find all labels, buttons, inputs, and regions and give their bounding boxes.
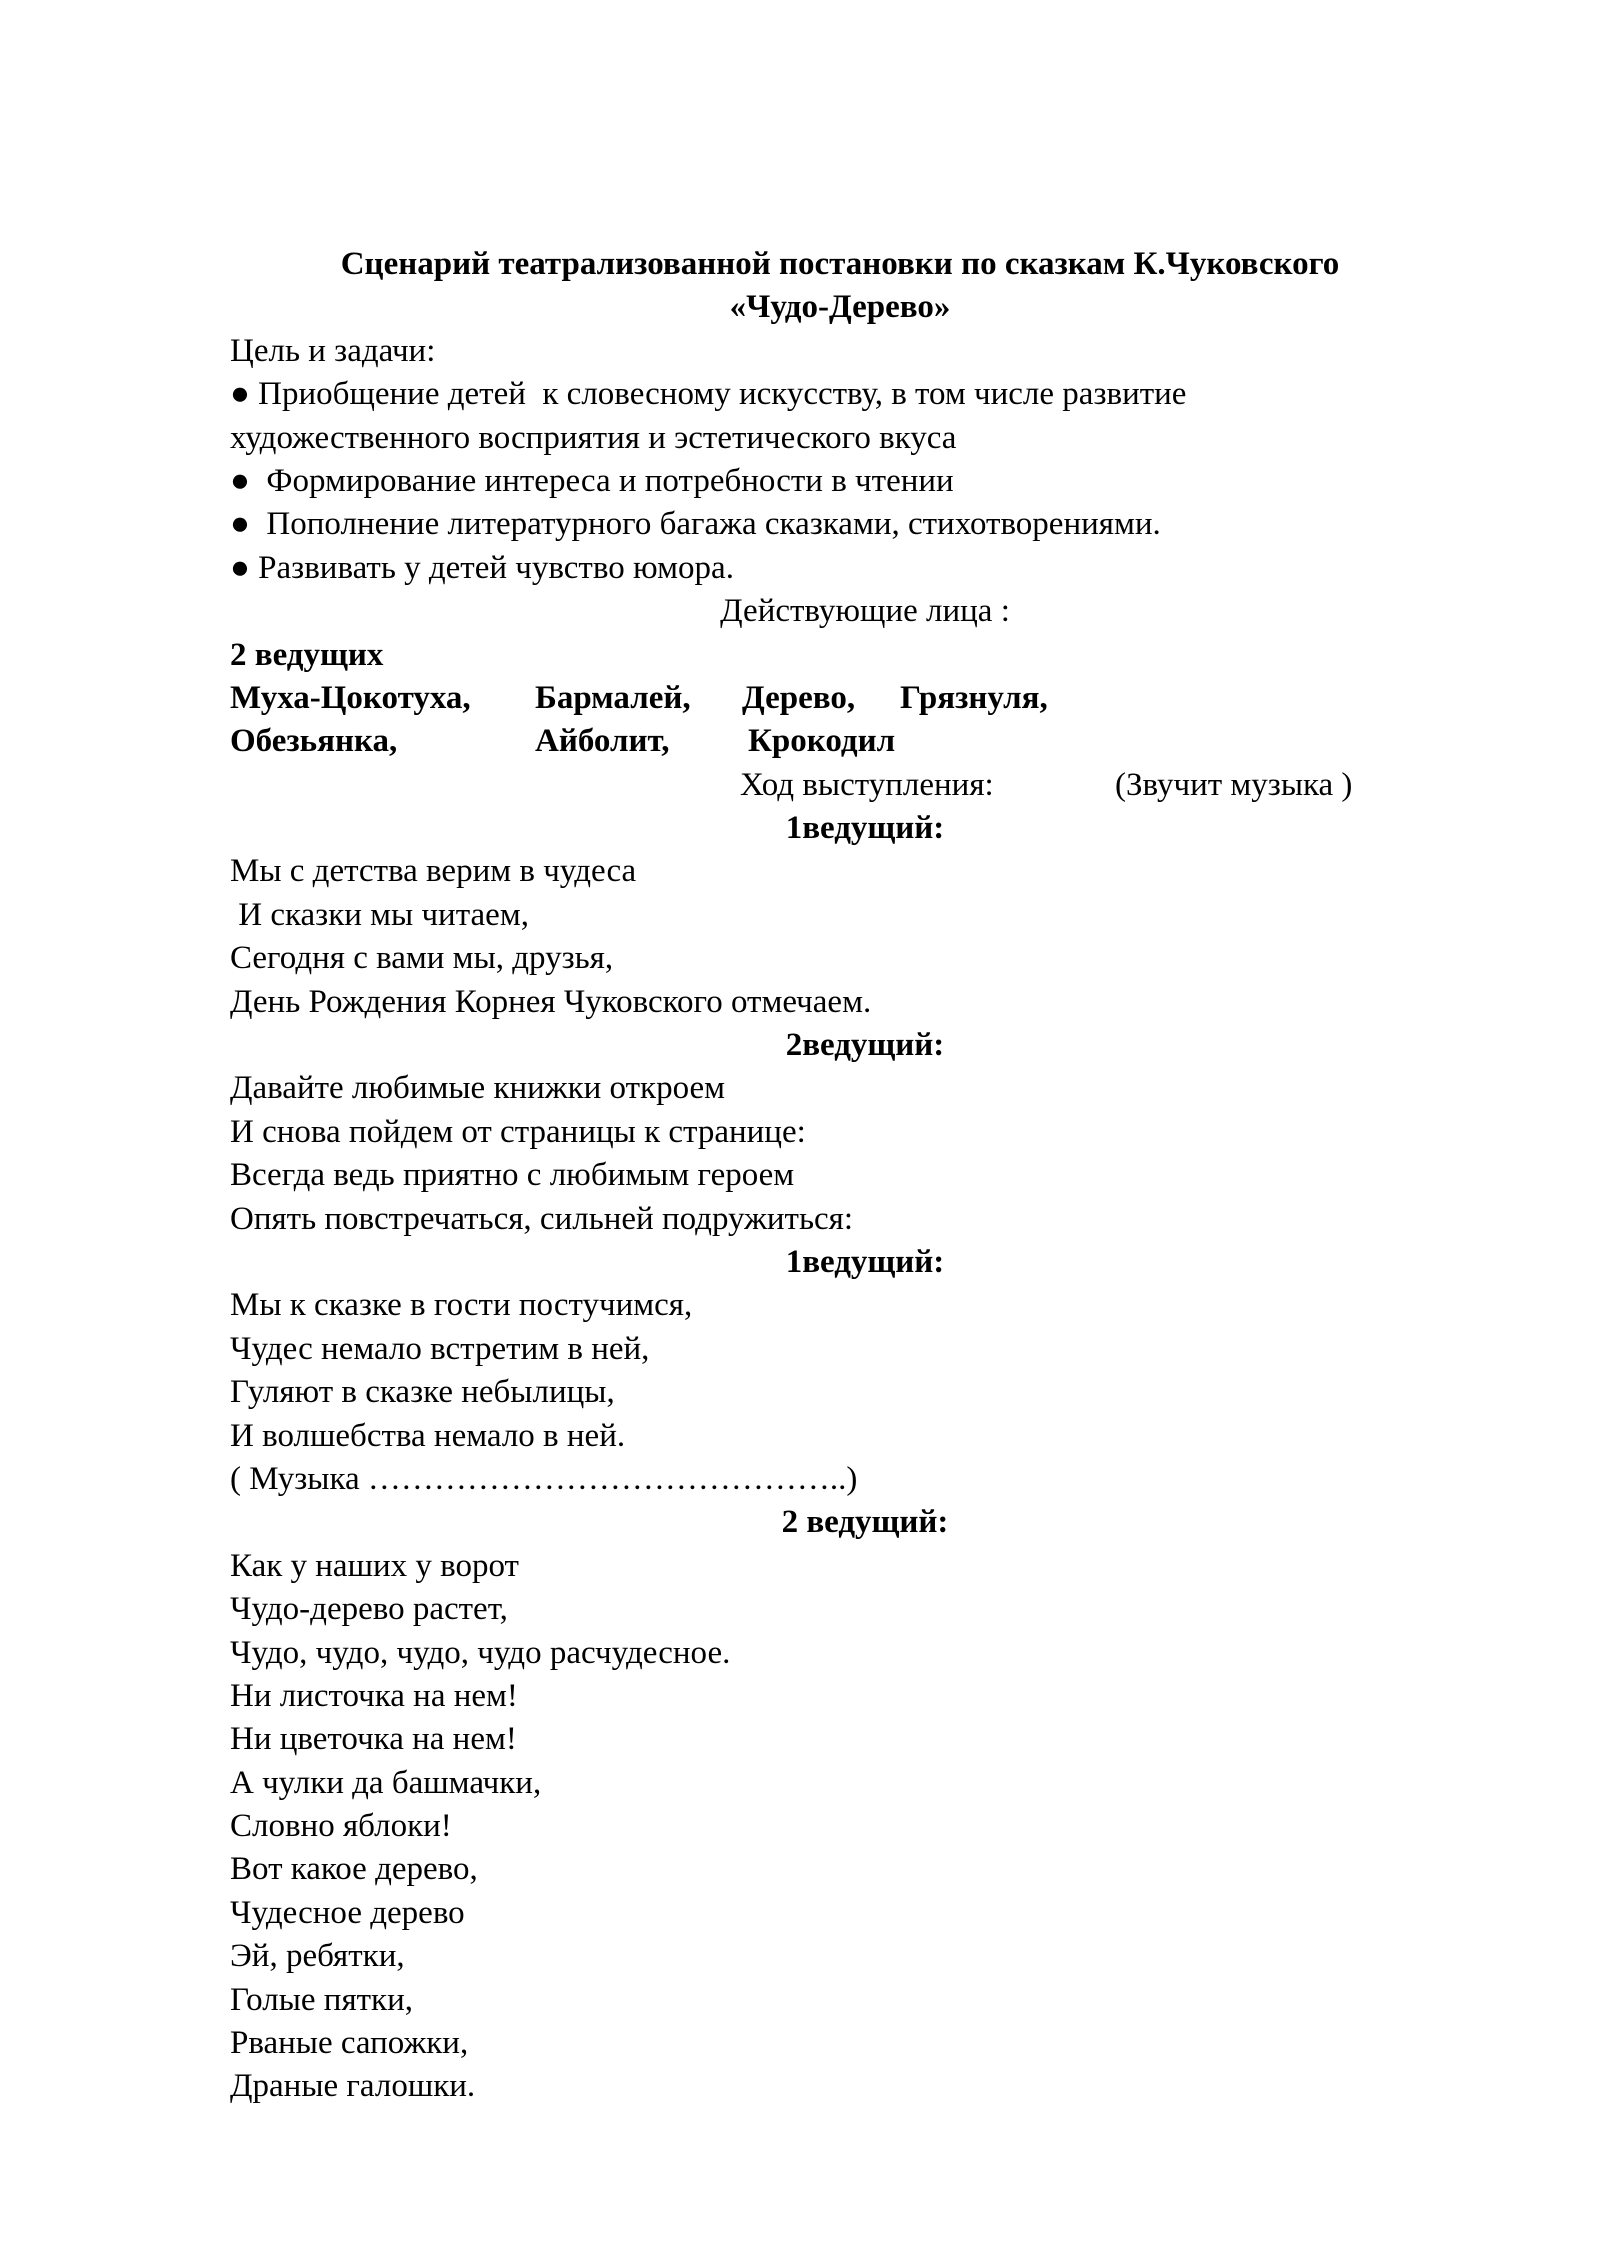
verse-line: И волшебства немало в ней. xyxy=(230,1417,626,1454)
verse-line: Всегда ведь приятно с любимым героем xyxy=(230,1157,795,1194)
goals-heading: Цель и задачи: xyxy=(230,332,436,369)
verse-line: Ни цветочка на нем! xyxy=(230,1721,517,1758)
verse-line: Мы к сказке в гости постучимся, xyxy=(230,1287,693,1324)
character-name: Муха-Цокотуха, xyxy=(230,679,471,716)
verse-line: И сказки мы читаем, xyxy=(230,896,529,933)
speaker-heading: 1ведущий: xyxy=(785,1243,945,1280)
character-name: Крокодил xyxy=(748,723,896,760)
document-body xyxy=(230,243,1450,2109)
verse-line: А чулки да башмачки, xyxy=(230,1764,542,1801)
verse-line: Рваные сапожки, xyxy=(230,2025,469,2062)
progress-label: Ход выступления: xyxy=(740,766,994,803)
goal-item: художественного восприятия и эстетического вкуса xyxy=(230,419,957,456)
hosts-count: 2 ведущих xyxy=(230,636,384,673)
character-name: Айболит, xyxy=(535,723,670,760)
title-line-1: Сценарий театрализованной постановки по сказкам К.Чуковского xyxy=(340,246,1340,282)
verse-line: Вот какое дерево, xyxy=(230,1851,478,1888)
progress-note: (Звучит музыка ) xyxy=(1115,766,1353,803)
verse-line: И снова пойдем от страницы к странице: xyxy=(230,1113,806,1150)
verse-line: Словно яблоки! xyxy=(230,1808,452,1845)
goal-item: ● Развивать у детей чувство юмора. xyxy=(230,549,734,586)
characters-row-1 xyxy=(230,677,1450,720)
progress-line xyxy=(230,764,1450,807)
speaker-heading: 2ведущий: xyxy=(785,1027,945,1064)
verse-line: Чудо, чудо, чудо, чудо расчудесное. xyxy=(230,1634,731,1671)
speaker-heading: 2 ведущий: xyxy=(781,1504,949,1541)
character-name: Дерево, xyxy=(742,679,856,716)
verse-line: Чудесное дерево xyxy=(230,1894,465,1931)
verse-line: Давайте любимые книжки откроем xyxy=(230,1070,725,1107)
speaker-heading: 1ведущий: xyxy=(785,810,945,847)
goal-item: ● Пополнение литературного багажа сказками, стихотворениями. xyxy=(230,506,1161,543)
verse-line: Драные галошки. xyxy=(230,2068,476,2105)
goal-item: ● Приобщение детей к словесному искусству, в том числе развитие xyxy=(230,376,1187,413)
characters-heading: Действующие лица : xyxy=(720,593,1010,630)
verse-line: Опять повстречаться, сильней подружиться: xyxy=(230,1200,854,1237)
character-name: Обезьянка, xyxy=(230,723,398,760)
verse-line: Как у наших у ворот xyxy=(230,1547,519,1584)
verse-line: Мы с детства верим в чудеса xyxy=(230,853,637,890)
characters-row-2 xyxy=(230,720,1450,763)
goal-item: ● Формирование интереса и потребности в чтении xyxy=(230,462,954,499)
verse-line: Чудо-дерево растет, xyxy=(230,1591,508,1628)
verse-line: Гуляют в сказке небылицы, xyxy=(230,1374,615,1411)
verse-line: Ни листочка на нем! xyxy=(230,1677,518,1714)
verse-line: Голые пятки, xyxy=(230,1981,413,2018)
title-line-2: «Чудо-Дерево» xyxy=(729,289,951,326)
verse-line: Чудес немало встретим в ней, xyxy=(230,1330,650,1367)
stage-direction: ( Музыка ……………………………………..) xyxy=(230,1460,858,1497)
verse-line: Сегодня с вами мы, друзья, xyxy=(230,940,614,977)
character-name: Бармалей, xyxy=(535,679,691,716)
verse-line: День Рождения Корнея Чуковского отмечаем. xyxy=(230,983,872,1020)
verse-line: Эй, ребятки, xyxy=(230,1938,405,1975)
character-name: Грязнуля, xyxy=(900,679,1048,716)
